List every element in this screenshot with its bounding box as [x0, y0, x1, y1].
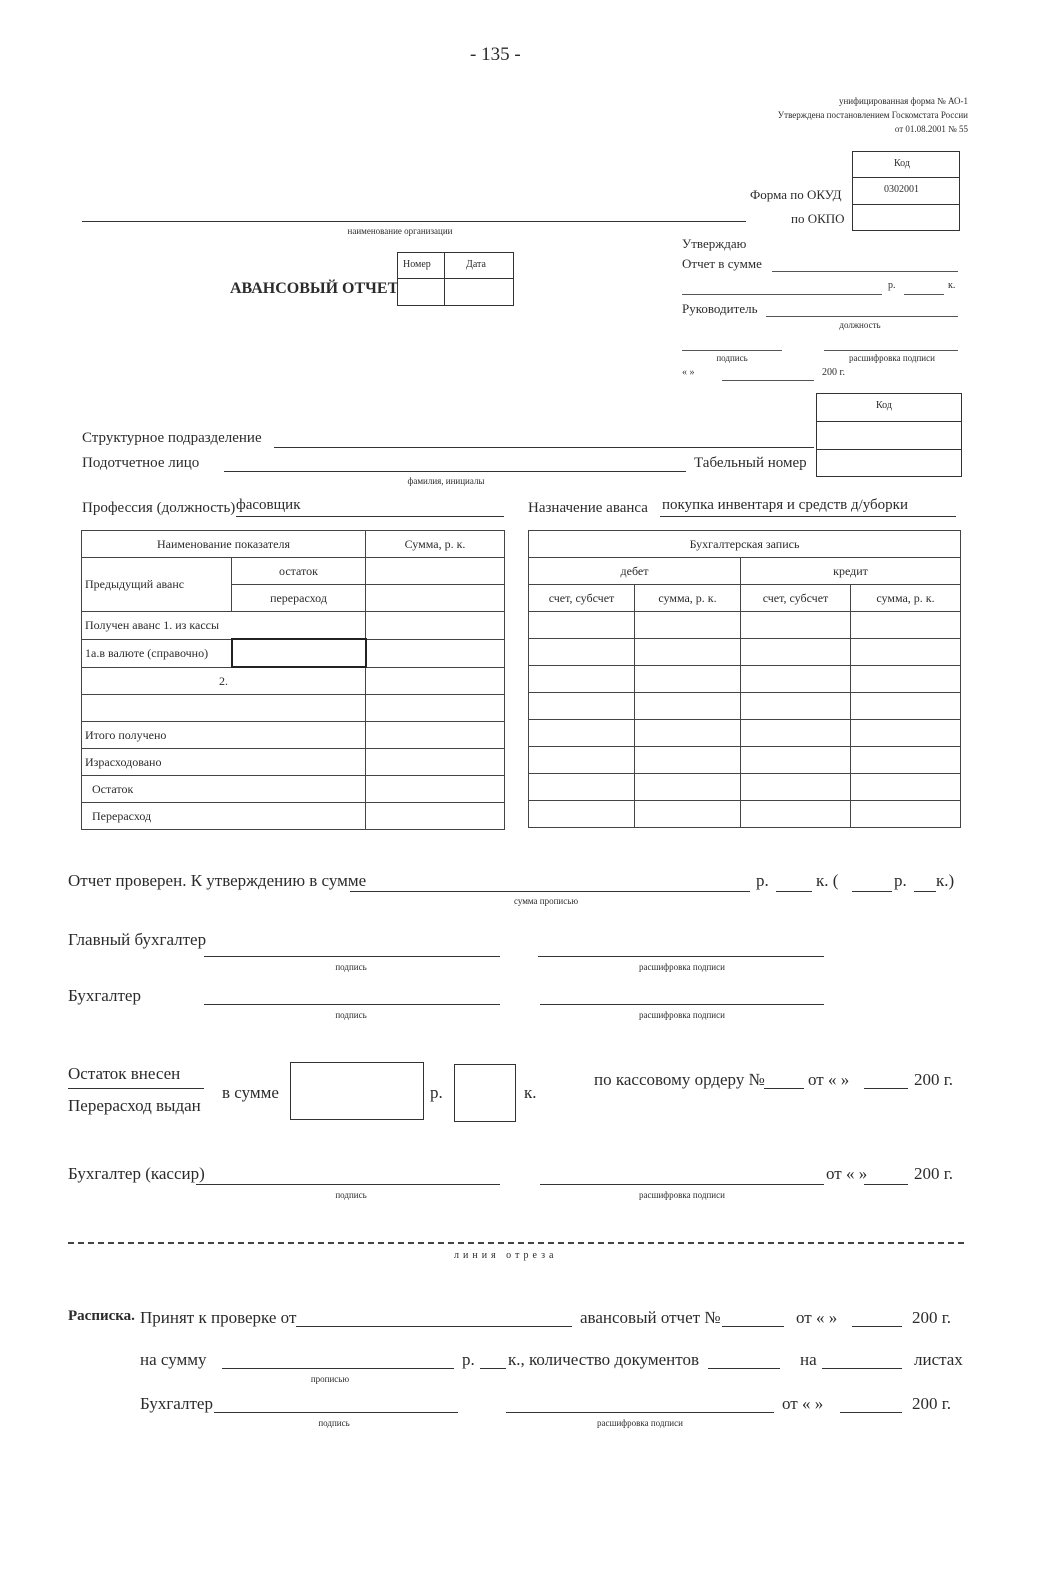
kop-line[interactable]	[904, 294, 944, 295]
checked-rub: р.	[756, 871, 769, 890]
in-sum-label: в сумме	[222, 1083, 279, 1102]
entry-cell[interactable]	[635, 720, 741, 747]
checked-label: Отчет проверен. К утверждению в сумме	[68, 871, 367, 890]
entry-cell[interactable]	[851, 693, 961, 720]
overspend-label: перерасход	[232, 585, 366, 612]
received-cash-sum[interactable]	[366, 612, 505, 640]
report-sum-label: Отчет в сумме	[682, 256, 762, 271]
cash-order-label: по кассовому ордеру №	[594, 1070, 765, 1089]
empty-row	[82, 695, 366, 722]
checked-sum-line[interactable]	[350, 891, 750, 892]
entry-cell[interactable]	[741, 801, 851, 828]
receipt-sheets-line[interactable]	[822, 1368, 902, 1369]
approve-date-line[interactable]	[722, 380, 814, 381]
entry-cell[interactable]	[851, 666, 961, 693]
accountant-signature-caption: подпись	[335, 1010, 367, 1020]
total-received-sum[interactable]	[366, 722, 505, 749]
empty-row-sum[interactable]	[366, 695, 505, 722]
item2-label: 2.	[82, 667, 366, 695]
entry-cell[interactable]	[741, 612, 851, 639]
kop-label: к.	[948, 280, 956, 291]
receipt-date-line[interactable]	[852, 1326, 902, 1327]
entry-cell[interactable]	[529, 801, 635, 828]
entry-cell[interactable]	[741, 774, 851, 801]
rub-amount-box[interactable]	[290, 1062, 424, 1120]
form-header-line3: от 01.08.2001 № 55	[894, 124, 968, 134]
cut-line-label: линия отреза	[454, 1250, 558, 1261]
entry-cell[interactable]	[741, 747, 851, 774]
receipt-sum-line[interactable]	[222, 1368, 454, 1369]
okud-value: 0302001	[884, 184, 919, 195]
entry-cell[interactable]	[635, 612, 741, 639]
signature-caption: подпись	[716, 353, 748, 363]
entry-cell[interactable]	[635, 774, 741, 801]
tab-code-header: Код	[876, 400, 892, 411]
chief-signature-caption: подпись	[335, 962, 367, 972]
overspend-sum[interactable]	[366, 585, 505, 612]
page-title: АВАНСОВЫЙ ОТЧЕТ	[230, 280, 399, 297]
form-header-line1: унифицированная форма № АО-1	[838, 96, 968, 106]
page-number: - 135 -	[470, 44, 521, 65]
received-currency-sum[interactable]	[366, 639, 505, 667]
cashier-signature-line[interactable]	[196, 1184, 500, 1185]
accountant-label: Бухгалтер	[68, 986, 141, 1005]
checked-kop-line[interactable]	[776, 891, 812, 892]
entry-cell[interactable]	[529, 666, 635, 693]
receipt-docs-count-line[interactable]	[708, 1368, 780, 1369]
total-received-label: Итого получено	[82, 722, 366, 749]
over-sum[interactable]	[366, 803, 505, 830]
cut-line	[68, 1242, 964, 1244]
struct-unit-line[interactable]	[274, 447, 814, 448]
entry-cell[interactable]	[529, 639, 635, 666]
receipt-accountant-from: от « »	[782, 1394, 824, 1413]
receipt-signature-caption: подпись	[318, 1418, 350, 1428]
remainder-sum[interactable]	[366, 558, 505, 585]
chief-signature-line[interactable]	[204, 956, 500, 957]
receipt-rub: р.	[462, 1350, 475, 1369]
entry-cell[interactable]	[529, 693, 635, 720]
form-header-line2: Утверждена постановлением Госкомстата России	[777, 110, 968, 120]
rest-label: Остаток	[82, 776, 366, 803]
checked-kop2-line[interactable]	[914, 891, 936, 892]
code-header: Код	[894, 158, 910, 169]
remainder-label: остаток	[232, 558, 366, 585]
prev-advance-label: Предыдущий аванс	[82, 558, 232, 612]
head-position-line[interactable]	[766, 316, 958, 317]
head-label: Руководитель	[682, 301, 758, 316]
head-signature-line[interactable]	[682, 350, 782, 351]
entry-cell[interactable]	[635, 666, 741, 693]
kop-unit: к.	[524, 1083, 537, 1102]
accounting-header: Бухгалтерская запись	[529, 531, 961, 558]
chief-decode-caption: расшифровка подписи	[639, 962, 725, 972]
accountant-signature-line[interactable]	[204, 1004, 500, 1005]
checked-rub2: р.	[894, 871, 907, 890]
entry-cell[interactable]	[741, 639, 851, 666]
purpose-value[interactable]: покупка инвентаря и средств д/уборки	[662, 497, 908, 513]
entry-cell[interactable]	[741, 666, 851, 693]
report-sum-line2[interactable]	[682, 294, 882, 295]
receipt-accepted-label: Принят к проверке от	[140, 1308, 297, 1327]
decode-caption: расшифровка подписи	[849, 353, 935, 363]
checked-kop2: к.)	[936, 871, 955, 890]
receipt-year: 200 г.	[912, 1308, 952, 1327]
cashier-decode-line[interactable]	[540, 1184, 824, 1185]
receipt-signature-line[interactable]	[214, 1412, 458, 1413]
entry-cell[interactable]	[851, 801, 961, 828]
kop-amount-box[interactable]	[454, 1064, 516, 1122]
rub-unit: р.	[430, 1083, 443, 1102]
number-label: Номер	[403, 259, 431, 270]
receipt-in-words-caption: прописью	[310, 1374, 350, 1384]
struct-unit-label: Структурное подразделение	[82, 430, 262, 446]
entry-cell[interactable]	[635, 801, 741, 828]
profession-label: Профессия (должность)	[82, 500, 236, 516]
col-header-name: Наименование показателя	[82, 531, 366, 558]
position-caption: должность	[839, 320, 881, 330]
entry-cell[interactable]	[529, 720, 635, 747]
org-caption: наименование организации	[347, 226, 453, 236]
entry-cell[interactable]	[635, 639, 741, 666]
cashier-date-quotes: от « »	[826, 1164, 868, 1183]
credit-header: кредит	[741, 558, 961, 585]
cashier-label: Бухгалтер (кассир)	[68, 1164, 205, 1183]
debit-sum-header: сумма, р. к.	[635, 585, 741, 612]
cashier-date-line[interactable]	[864, 1184, 908, 1185]
tab-number-label: Табельный номер	[694, 455, 807, 471]
approve-year: 200 г.	[822, 367, 845, 378]
debit-account-header: счет, субсчет	[529, 585, 635, 612]
accountant-decode-caption: расшифровка подписи	[639, 1010, 725, 1020]
entry-cell[interactable]	[851, 639, 961, 666]
head-decode-line[interactable]	[824, 350, 958, 351]
receipt-from: от « »	[796, 1308, 838, 1327]
col-header-sum: Сумма, р. к.	[366, 531, 505, 558]
cashier-year: 200 г.	[914, 1164, 954, 1183]
approve-date-quotes: « »	[682, 367, 695, 378]
received-cash-label: Получен аванс 1. из кассы	[82, 612, 366, 640]
date-field[interactable]	[445, 279, 513, 305]
receipt-accountant-year: 200 г.	[912, 1394, 952, 1413]
rub-label: р.	[888, 280, 896, 291]
receipt-sheets: листах	[914, 1350, 963, 1369]
checked-kop: к. (	[816, 871, 839, 890]
receipt-decode-caption: расшифровка подписи	[597, 1418, 683, 1428]
chief-accountant-label: Главный бухгалтер	[68, 930, 207, 949]
overspend-out-label: Перерасход выдан	[68, 1096, 201, 1115]
receipt-accepted-line[interactable]	[296, 1326, 572, 1327]
entry-cell[interactable]	[529, 612, 635, 639]
entry-cell[interactable]	[529, 774, 635, 801]
receipt-kop-docs: к., количество документов	[508, 1350, 699, 1369]
receipt-kop-line[interactable]	[480, 1368, 506, 1369]
cash-order-date-line[interactable]	[864, 1088, 908, 1089]
credit-account-header: счет, субсчет	[741, 585, 851, 612]
fio-caption: фамилия, инициалы	[407, 476, 485, 486]
credit-sum-header: сумма, р. к.	[851, 585, 961, 612]
entry-cell[interactable]	[635, 747, 741, 774]
purpose-line	[660, 516, 956, 517]
number-field[interactable]	[398, 279, 443, 305]
org-name-line[interactable]	[82, 221, 746, 222]
entry-cell[interactable]	[529, 747, 635, 774]
over-label: Перерасход	[82, 803, 366, 830]
okud-label: Форма по ОКУД	[750, 187, 842, 202]
entry-cell[interactable]	[741, 720, 851, 747]
approve-label: Утверждаю	[682, 236, 747, 251]
profession-line	[236, 516, 504, 517]
entry-cell[interactable]	[741, 693, 851, 720]
entry-cell[interactable]	[851, 774, 961, 801]
chief-decode-line[interactable]	[538, 956, 824, 957]
receipt-accountant-label: Бухгалтер	[140, 1394, 213, 1413]
item2-sum[interactable]	[366, 667, 505, 695]
receipt-label: Расписка.	[68, 1308, 135, 1324]
receipt-on: на	[800, 1350, 817, 1369]
receipt-report-no-line[interactable]	[722, 1326, 784, 1327]
receipt-decode-line[interactable]	[506, 1412, 774, 1413]
receipt-report-no-label: авансовый отчет №	[580, 1308, 721, 1327]
person-line[interactable]	[224, 471, 686, 472]
spent-sum[interactable]	[366, 749, 505, 776]
entry-cell[interactable]	[635, 693, 741, 720]
entry-cell[interactable]	[851, 720, 961, 747]
receipt-accountant-date-line[interactable]	[840, 1412, 902, 1413]
accountant-decode-line[interactable]	[540, 1004, 824, 1005]
cashier-decode-caption: расшифровка подписи	[639, 1190, 725, 1200]
sum-in-words-caption: сумма прописью	[513, 896, 579, 906]
cash-order-from: от « »	[808, 1070, 850, 1089]
date-label: Дата	[466, 259, 486, 270]
remainder-in-label: Остаток внесен	[68, 1064, 181, 1083]
person-label: Подотчетное лицо	[82, 455, 200, 471]
accounting-table	[528, 530, 961, 828]
profession-value[interactable]: фасовщик	[236, 497, 301, 513]
tab-number-field[interactable]	[817, 450, 961, 476]
cashier-signature-caption: подпись	[335, 1190, 367, 1200]
advance-table	[81, 530, 505, 830]
currency-field[interactable]	[232, 639, 366, 667]
report-sum-line[interactable]	[772, 271, 958, 272]
spent-label: Израсходовано	[82, 749, 366, 776]
cash-order-year: 200 г.	[914, 1070, 954, 1089]
entry-cell[interactable]	[851, 747, 961, 774]
purpose-label: Назначение аванса	[528, 500, 648, 516]
okpo-label: по ОКПО	[791, 211, 845, 226]
checked-rub2-line[interactable]	[852, 891, 892, 892]
cash-order-number-line[interactable]	[764, 1088, 804, 1089]
entry-cell[interactable]	[851, 612, 961, 639]
receipt-sum-label: на сумму	[140, 1350, 207, 1369]
rest-sum[interactable]	[366, 776, 505, 803]
received-currency-label: 1а.в валюте (справочно)	[82, 639, 232, 667]
debit-header: дебет	[529, 558, 741, 585]
